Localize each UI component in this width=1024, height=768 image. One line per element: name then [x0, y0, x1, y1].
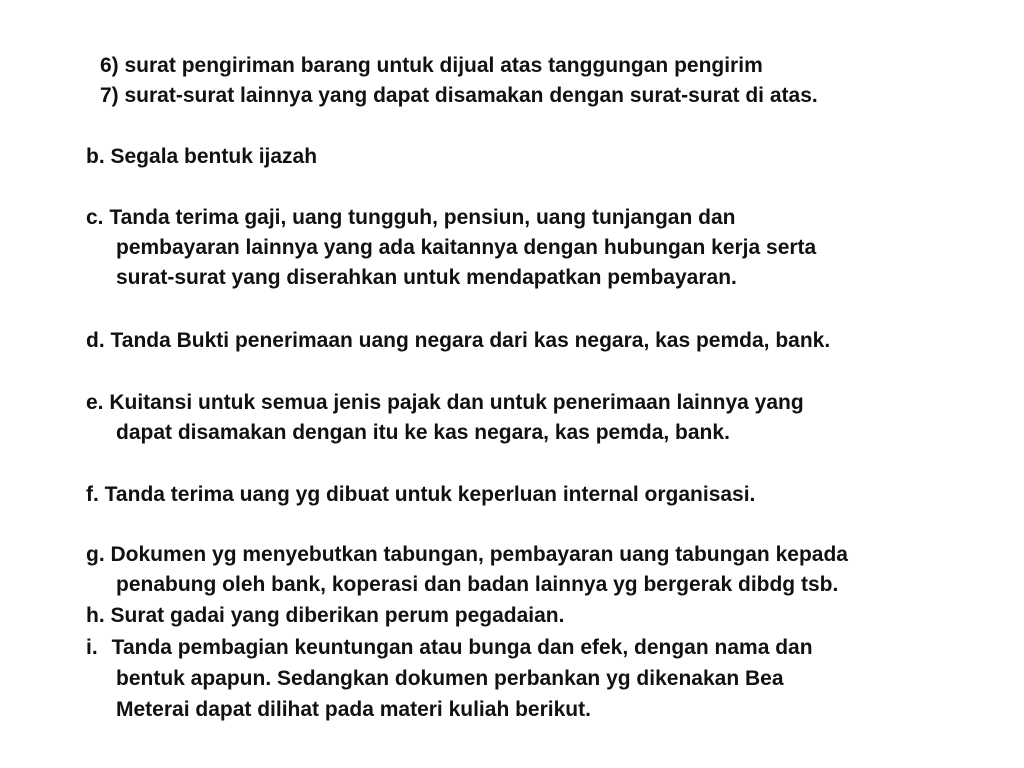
list-item-6: 6) surat pengiriman barang untuk dijual atas tanggungan pengirim [100, 54, 763, 77]
list-item-g-line-2: penabung oleh bank, koperasi dan badan lainnya yg bergerak dibdg tsb. [116, 573, 839, 596]
list-item-c-line-3: surat-surat yang diserahkan untuk mendapatkan pembayaran. [116, 266, 737, 289]
list-item-i [86, 633, 813, 663]
list-item-i-marker: i. [86, 636, 98, 659]
list-item-g: g. Dokumen yg menyebutkan tabungan, pembayaran uang tabungan kepada [86, 543, 848, 566]
list-item-c: c. Tanda terima gaji, uang tungguh, pensiun, uang tunjangan dan [86, 206, 736, 229]
list-item-e-line-2: dapat disamakan dengan itu ke kas negara, kas pemda, bank. [116, 421, 730, 444]
list-item-b: b. Segala bentuk ijazah [86, 145, 318, 168]
list-item-i-text: Tanda pembagian keuntungan atau bunga dan efek, dengan nama dan [111, 636, 813, 659]
list-item-d: d. Tanda Bukti penerimaan uang negara dari kas negara, kas pemda, bank. [86, 329, 831, 352]
list-item-i-line-3: Meterai dapat dilihat pada materi kuliah berikut. [116, 698, 591, 721]
list-item-i-line-2: bentuk apapun. Sedangkan dokumen perbankan yg dikenakan Bea [116, 667, 784, 690]
list-item-c-line-2: pembayaran lainnya yang ada kaitannya dengan hubungan kerja serta [116, 236, 817, 259]
list-item-h: h. Surat gadai yang diberikan perum pegadaian. [86, 604, 565, 627]
list-item-7: 7) surat-surat lainnya yang dapat disamakan dengan surat-surat di atas. [100, 84, 818, 107]
list-item-f: f. Tanda terima uang yg dibuat untuk keperluan internal organisasi. [86, 483, 756, 506]
list-item-e: e. Kuitansi untuk semua jenis pajak dan untuk penerimaan lainnya yang [86, 391, 804, 414]
